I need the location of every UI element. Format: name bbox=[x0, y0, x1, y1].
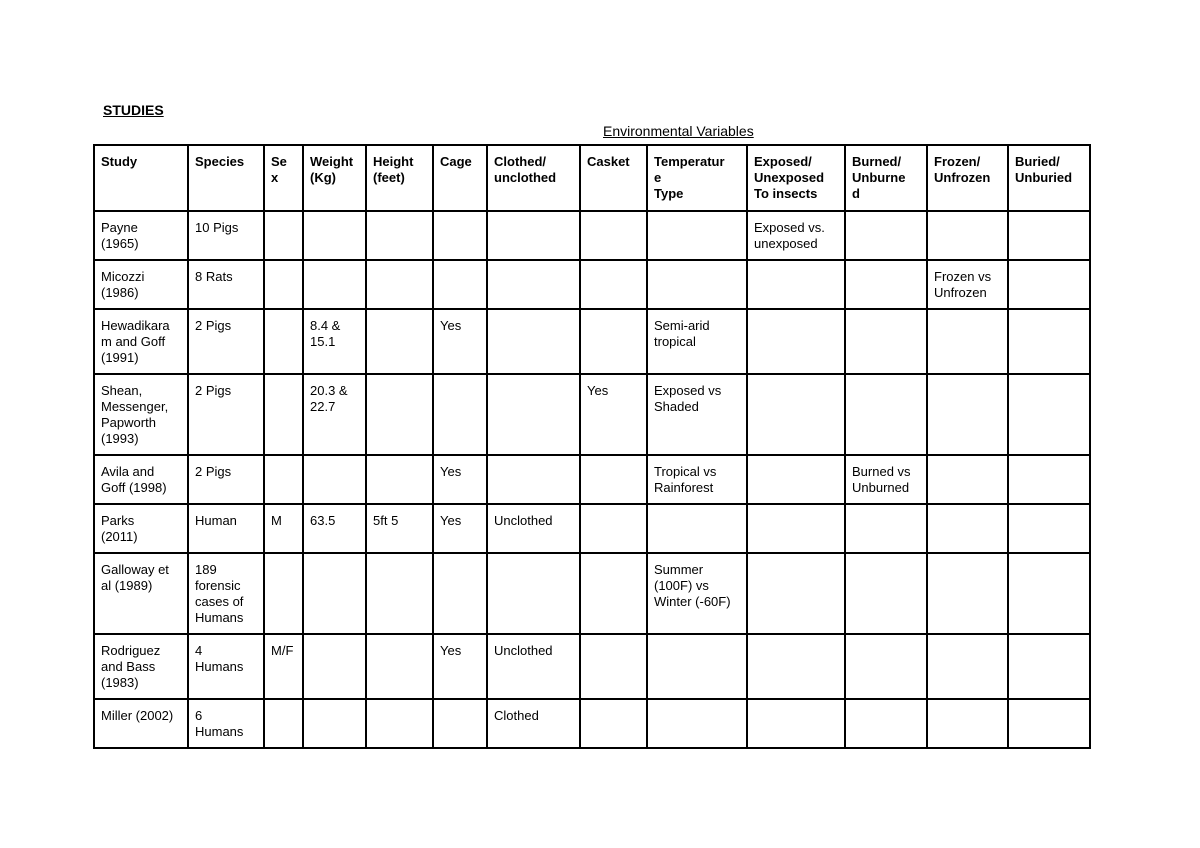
table-cell-study: Avila and Goff (1998) bbox=[94, 455, 188, 504]
table-cell-burned bbox=[845, 211, 927, 260]
table-cell-temperature-type: Exposed vs Shaded bbox=[647, 374, 747, 455]
table-cell-exposed-insects bbox=[747, 260, 845, 309]
table-cell-frozen bbox=[927, 211, 1008, 260]
table-cell-exposed-insects bbox=[747, 309, 845, 374]
table-cell-frozen bbox=[927, 374, 1008, 455]
table-cell-height bbox=[366, 553, 433, 634]
table-cell-species: 2 Pigs bbox=[188, 374, 264, 455]
table-cell-species: 4 Humans bbox=[188, 634, 264, 699]
table-cell-temperature-type: Tropical vs Rainforest bbox=[647, 455, 747, 504]
table-cell-frozen bbox=[927, 504, 1008, 553]
table-cell-sex bbox=[264, 260, 303, 309]
studies-table bbox=[93, 144, 1091, 749]
table-cell-temperature-type: Summer (100F) vs Winter (-60F) bbox=[647, 553, 747, 634]
table-cell-clothed bbox=[487, 211, 580, 260]
table-header-row bbox=[94, 145, 1090, 211]
table-cell-cage: Yes bbox=[433, 504, 487, 553]
table-cell-temperature-type: Semi-arid tropical bbox=[647, 309, 747, 374]
table-cell-weight bbox=[303, 553, 366, 634]
table-cell-sex bbox=[264, 699, 303, 748]
table-cell-exposed-insects bbox=[747, 634, 845, 699]
table-cell-study: Micozzi (1986) bbox=[94, 260, 188, 309]
table-cell-buried bbox=[1008, 211, 1090, 260]
column-header-exposed-insects: Exposed/ Unexposed To insects bbox=[747, 145, 845, 211]
table-row bbox=[94, 309, 1090, 374]
table-cell-casket: Yes bbox=[580, 374, 647, 455]
table-cell-burned bbox=[845, 504, 927, 553]
table-cell-study: Hewadikara m and Goff (1991) bbox=[94, 309, 188, 374]
table-cell-height bbox=[366, 260, 433, 309]
table-cell-burned bbox=[845, 309, 927, 374]
table-cell-species: 189 forensic cases of Humans bbox=[188, 553, 264, 634]
table-row bbox=[94, 504, 1090, 553]
table-cell-frozen bbox=[927, 553, 1008, 634]
table-cell-species: Human bbox=[188, 504, 264, 553]
table-cell-temperature-type bbox=[647, 699, 747, 748]
table-cell-weight bbox=[303, 455, 366, 504]
table-cell-height bbox=[366, 634, 433, 699]
column-header-buried: Buried/ Unburied bbox=[1008, 145, 1090, 211]
table-cell-clothed bbox=[487, 260, 580, 309]
table-cell-burned bbox=[845, 634, 927, 699]
table-cell-study: Miller (2002) bbox=[94, 699, 188, 748]
table-cell-height bbox=[366, 374, 433, 455]
table-cell-casket bbox=[580, 455, 647, 504]
table-row bbox=[94, 211, 1090, 260]
column-header-cage: Cage bbox=[433, 145, 487, 211]
table-cell-exposed-insects bbox=[747, 374, 845, 455]
table-cell-study: Galloway et al (1989) bbox=[94, 553, 188, 634]
table-cell-clothed bbox=[487, 553, 580, 634]
table-cell-buried bbox=[1008, 309, 1090, 374]
table-cell-clothed: Unclothed bbox=[487, 634, 580, 699]
table-cell-casket bbox=[580, 309, 647, 374]
table-body bbox=[94, 211, 1090, 748]
column-header-study: Study bbox=[94, 145, 188, 211]
table-cell-sex: M/F bbox=[264, 634, 303, 699]
table-row bbox=[94, 455, 1090, 504]
table-cell-weight bbox=[303, 211, 366, 260]
table-cell-species: 10 Pigs bbox=[188, 211, 264, 260]
table-cell-cage: Yes bbox=[433, 455, 487, 504]
table-cell-exposed-insects bbox=[747, 455, 845, 504]
column-header-height: Height (feet) bbox=[366, 145, 433, 211]
table-cell-exposed-insects bbox=[747, 553, 845, 634]
table-cell-sex: M bbox=[264, 504, 303, 553]
table-cell-frozen bbox=[927, 699, 1008, 748]
table-cell-frozen bbox=[927, 634, 1008, 699]
table-cell-clothed: Unclothed bbox=[487, 504, 580, 553]
table-cell-species: 2 Pigs bbox=[188, 309, 264, 374]
table-cell-sex bbox=[264, 455, 303, 504]
table-cell-buried bbox=[1008, 455, 1090, 504]
table-cell-clothed bbox=[487, 309, 580, 374]
column-header-frozen: Frozen/ Unfrozen bbox=[927, 145, 1008, 211]
table-cell-sex bbox=[264, 309, 303, 374]
table-cell-study: Parks (2011) bbox=[94, 504, 188, 553]
table-cell-temperature-type bbox=[647, 634, 747, 699]
table-cell-study: Rodriguez and Bass (1983) bbox=[94, 634, 188, 699]
table-cell-temperature-type bbox=[647, 504, 747, 553]
table-cell-temperature-type bbox=[647, 211, 747, 260]
table-cell-frozen bbox=[927, 309, 1008, 374]
column-header-clothed: Clothed/ unclothed bbox=[487, 145, 580, 211]
table-cell-exposed-insects: Exposed vs. unexposed bbox=[747, 211, 845, 260]
table-cell-burned: Burned vs Unburned bbox=[845, 455, 927, 504]
table-cell-buried bbox=[1008, 260, 1090, 309]
table-cell-clothed bbox=[487, 455, 580, 504]
table-cell-height bbox=[366, 211, 433, 260]
table-cell-exposed-insects bbox=[747, 699, 845, 748]
table-cell-buried bbox=[1008, 699, 1090, 748]
table-row bbox=[94, 699, 1090, 748]
page-title: STUDIES bbox=[103, 102, 164, 118]
table-cell-weight bbox=[303, 634, 366, 699]
table-cell-weight: 20.3 & 22.7 bbox=[303, 374, 366, 455]
column-header-sex: Se x bbox=[264, 145, 303, 211]
table-cell-height bbox=[366, 699, 433, 748]
table-cell-cage bbox=[433, 211, 487, 260]
table-cell-burned bbox=[845, 699, 927, 748]
table-row bbox=[94, 374, 1090, 455]
table-cell-weight: 63.5 bbox=[303, 504, 366, 553]
table-cell-height: 5ft 5 bbox=[366, 504, 433, 553]
table-cell-cage: Yes bbox=[433, 309, 487, 374]
table-cell-casket bbox=[580, 699, 647, 748]
table-cell-species: 2 Pigs bbox=[188, 455, 264, 504]
column-header-species: Species bbox=[188, 145, 264, 211]
table-row bbox=[94, 634, 1090, 699]
table-cell-buried bbox=[1008, 553, 1090, 634]
column-header-weight: Weight (Kg) bbox=[303, 145, 366, 211]
table-cell-cage bbox=[433, 374, 487, 455]
table-cell-weight bbox=[303, 260, 366, 309]
table-cell-study: Payne (1965) bbox=[94, 211, 188, 260]
table-cell-sex bbox=[264, 553, 303, 634]
table-cell-buried bbox=[1008, 504, 1090, 553]
table-cell-sex bbox=[264, 374, 303, 455]
table-cell-cage bbox=[433, 553, 487, 634]
table-cell-weight: 8.4 & 15.1 bbox=[303, 309, 366, 374]
table-cell-casket bbox=[580, 634, 647, 699]
table-cell-cage bbox=[433, 260, 487, 309]
table-cell-clothed bbox=[487, 374, 580, 455]
table-cell-burned bbox=[845, 374, 927, 455]
table-cell-casket bbox=[580, 260, 647, 309]
table-cell-exposed-insects bbox=[747, 504, 845, 553]
column-header-temperature-type: Temperatur e Type bbox=[647, 145, 747, 211]
column-header-casket: Casket bbox=[580, 145, 647, 211]
table-row bbox=[94, 260, 1090, 309]
table-cell-temperature-type bbox=[647, 260, 747, 309]
table-cell-frozen: Frozen vs Unfrozen bbox=[927, 260, 1008, 309]
table-cell-burned bbox=[845, 260, 927, 309]
table-cell-casket bbox=[580, 504, 647, 553]
table-cell-clothed: Clothed bbox=[487, 699, 580, 748]
column-header-burned: Burned/ Unburne d bbox=[845, 145, 927, 211]
table-cell-height bbox=[366, 455, 433, 504]
table-cell-buried bbox=[1008, 374, 1090, 455]
table-cell-frozen bbox=[927, 455, 1008, 504]
table-cell-species: 8 Rats bbox=[188, 260, 264, 309]
table-cell-study: Shean, Messenger, Papworth (1993) bbox=[94, 374, 188, 455]
table-cell-casket bbox=[580, 211, 647, 260]
table-cell-burned bbox=[845, 553, 927, 634]
table-cell-buried bbox=[1008, 634, 1090, 699]
environmental-variables-header: Environmental Variables bbox=[603, 123, 754, 139]
table-cell-species: 6 Humans bbox=[188, 699, 264, 748]
table-cell-height bbox=[366, 309, 433, 374]
table-cell-sex bbox=[264, 211, 303, 260]
table-row bbox=[94, 553, 1090, 634]
table-cell-cage bbox=[433, 699, 487, 748]
table-cell-weight bbox=[303, 699, 366, 748]
table-cell-cage: Yes bbox=[433, 634, 487, 699]
table-cell-casket bbox=[580, 553, 647, 634]
